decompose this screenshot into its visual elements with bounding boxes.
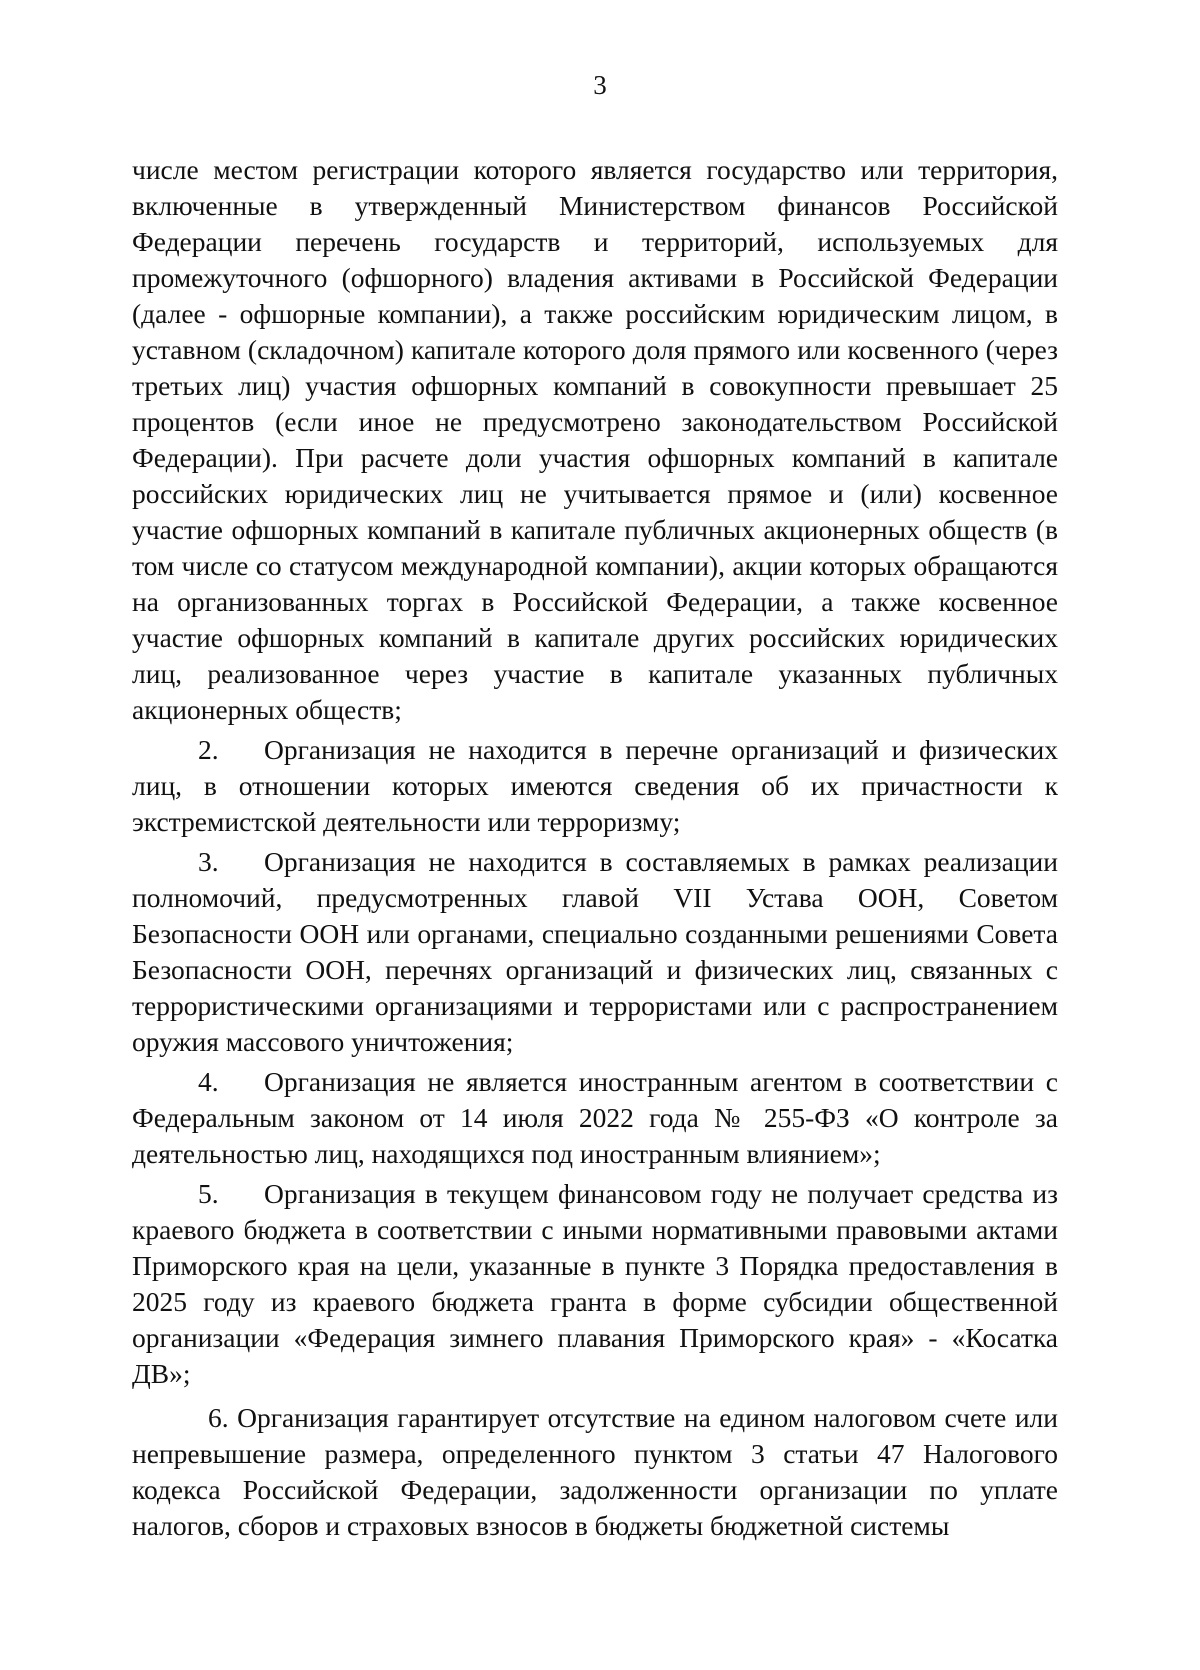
item-number-3: 3. [198,846,219,877]
item-text-2: Организация не находится в перечне организаций и физических лиц, в отношении которых имеются сведения об их причастности к экстремистской деятельности или терроризму; [132,734,1058,837]
paragraph-item-2 [132,732,1058,840]
document-body [132,152,1058,1544]
item-text-5: Организация в текущем финансовом году не получает средства из краевого бюджета в соответствии с иными нормативными правовыми актами Приморского края на цели, указанные в пункте 3 Порядка предоставления в 2025 году из краевого бюджета гранта в форме субсидии общественной организации «Федерация зимнего плавания Приморского края» - «Косатка ДВ»; [132,1178,1058,1389]
item-number-5: 5. [198,1178,219,1209]
item-number-4: 4. [198,1066,219,1097]
paragraph-item-6: 6. Организация гарантирует отсутствие на едином налоговом счете или непревышение размера, определенного пунктом 3 статьи 47 Налогового кодекса Российской Федерации, задолженности организации по уплате налогов, сборов и страховых взносов в бюджеты бюджетной системы [132,1402,1058,1541]
item-number-2: 2. [198,734,219,765]
item-text-3: Организация не находится в составляемых в рамках реализации полномочий, предусмотренных главой VII Устава ООН, Советом Безопасности ООН или органами, специально созданными решениями Совета Безопасности ООН, перечнях организаций и физических лиц, связанных с террористическими организациями и террористами или с распространением оружия массового уничтожения; [132,846,1058,1057]
paragraph-item-5 [132,1176,1058,1392]
paragraph-item-3 [132,844,1058,1060]
page-number: 3 [593,70,607,100]
paragraph-continuation: числе местом регистрации которого является государство или территория, включенные в утвержденный Министерством финансов Российской Федерации перечень государств и территорий, используемых для промежуточного (офшорного) владения активами в Российской Федерации (далее - офшорные компании), а также российским юридическим лицом, в уставном (складочном) капитале которого доля прямого или косвенного (через третьих лиц) участия офшорных компаний в совокупности превышает 25 процентов (если иное не предусмотрено законодательством Российской Федерации). При расчете доли участия офшорных компаний в капитале российских юридических лиц не учитывается прямое и (или) косвенное участие офшорных компаний в капитале публичных акционерных обществ (в том числе со статусом международной компании), акции которых обращаются на организованных торгах в Российской Федерации, а также косвенное участие офшорных компаний в капитале других российских юридических лиц, реализованное через участие в капитале указанных публичных акционерных обществ; [132,154,1058,725]
item-text-4: Организация не является иностранным агентом в соответствии с Федеральным законом от 14 июля 2022 года № 255-ФЗ «О контроле за деятельностью лиц, находящихся под иностранным влиянием»; [132,1066,1058,1169]
paragraph-item-4 [132,1064,1058,1172]
